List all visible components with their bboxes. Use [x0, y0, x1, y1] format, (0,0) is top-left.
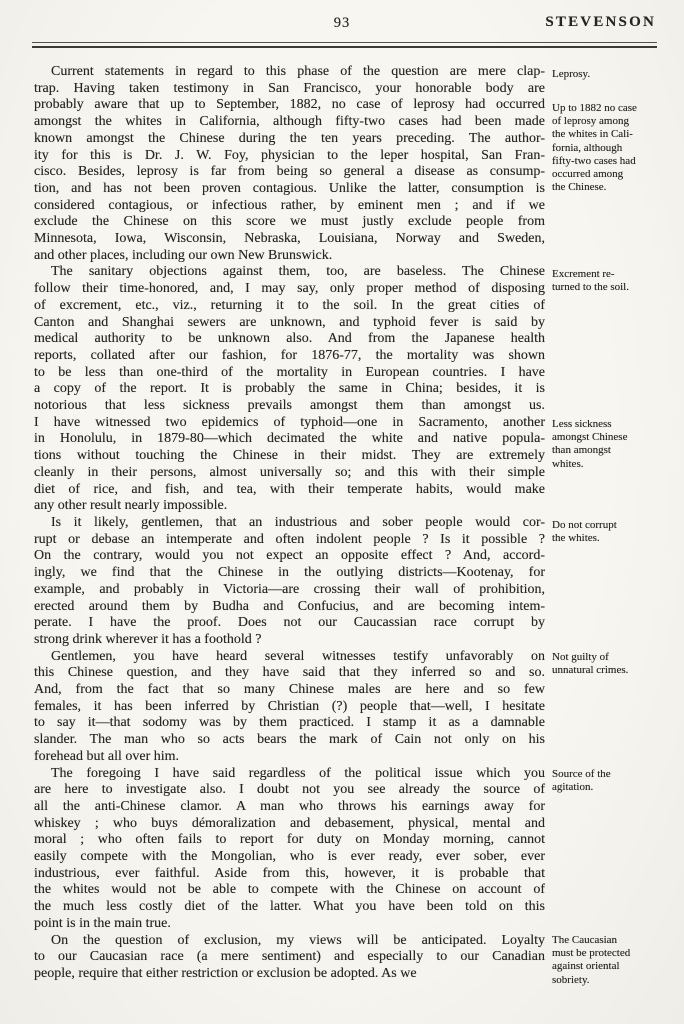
note-line: occurred among	[552, 168, 624, 181]
text-line: known amongst the Chinese during the ten years preceding. The author-	[34, 130, 545, 146]
text-line: example, and probably in Victoria—are crossing their wall of prohibition,	[34, 581, 545, 597]
text-line: Current statements in regard to this phase of the question are mere clap-	[51, 64, 545, 79]
paragraph	[34, 766, 545, 933]
text-line: this Chinese question, and they have said that they inferred so and so.	[34, 665, 545, 681]
note-line: turned to the soil.	[552, 281, 629, 294]
text-line: to say it—that sodomy was by them practiced. I stamp it as a damnable	[34, 715, 545, 731]
text-line: and other places, including our own New Brunswick.	[34, 247, 333, 263]
note-line: than amongst	[552, 444, 611, 457]
text-line: And, from the fact that so many Chinese males are here and so few	[34, 682, 545, 698]
text-line: point is in the main true.	[34, 915, 171, 931]
text-line: The foregoing I have said regardless of the political issue which you	[51, 765, 545, 781]
text-line: probably aware that up to September, 1882, no case of leprosy had occurred	[34, 97, 545, 113]
margin-note-source-agitation	[552, 768, 668, 794]
note-line: whites.	[552, 457, 584, 470]
note-line: agitation.	[552, 781, 594, 794]
header-rule-thin	[32, 42, 657, 43]
text-line: whiskey ; who buys démoralization and debasement, physical, mental and	[34, 815, 545, 831]
text-line: perate. I have the proof. Does not our Caucassian race corrupt by	[34, 615, 545, 631]
text-line: considered contagious, or infectious rather, by eminent men ; and if we	[34, 197, 545, 213]
margin-note-leprosy	[552, 68, 668, 81]
note-line: Leprosy.	[552, 68, 591, 80]
text-line: to our Caucasian race (a mere sentiment) and especially to our Canadian	[34, 949, 545, 965]
note-line: the whites.	[552, 532, 600, 545]
note-line: against oriental	[552, 960, 620, 973]
text-line: industrious, ever faithful. Aside from this, however, it is probable that	[34, 865, 545, 881]
margin-note-not-guilty	[552, 651, 668, 677]
text-line: Minnesota, Iowa, Wisconsin, Nebraska, Louisiana, Norway and Sweden,	[34, 231, 545, 247]
text-line: to be less than one-third of the mortality in European countries. I have	[34, 364, 545, 380]
note-line: Excrement re-	[552, 268, 615, 280]
text-line: The sanitary objections against them, too, are baseless. The Chinese	[51, 264, 545, 280]
text-line: ingly, we find that the Chinese in the outlying districts—Kootenay, for	[34, 565, 545, 581]
text-line: a copy of the report. It is probably the same in China; besides, it is	[34, 381, 545, 397]
paragraph	[34, 933, 545, 983]
paragraph	[34, 264, 545, 515]
text-line: moral ; who often fails to report for duty on Monday morning, cannot	[34, 832, 545, 848]
note-line: Source of the	[552, 768, 611, 780]
text-line: trap. Having taken testimony in San Francisco, your honorable body are	[34, 80, 545, 96]
margin-note-do-not-corrupt	[552, 519, 668, 545]
text-line: rupt or debase an intemperate and often indolent people ? Is it possible ?	[34, 531, 545, 547]
text-line: Is it likely, gentlemen, that an industrious and sober people would cor-	[51, 514, 545, 530]
text-line: Gentlemen, you have heard several witnesses testify unfavorably on	[51, 648, 545, 664]
paragraph	[34, 64, 545, 264]
note-line: must be protected	[552, 947, 631, 960]
text-line: erected around them by Budha and Confucius, and are becoming intem-	[34, 598, 545, 614]
note-line: The Caucasian	[552, 934, 618, 946]
text-line: tions without touching the Chinese in their midst. They are extremely	[34, 448, 545, 464]
text-line: Canton and Shanghai sewers are unknown, and typhoid fever is said by	[34, 314, 545, 330]
running-head: STEVENSON	[545, 14, 656, 30]
text-line: cisco. Besides, leprosy is far from being so general a disease as consump-	[34, 164, 545, 180]
text-line: ity for this is Dr. J. W. Foy, physician to the leper hospital, San Fran-	[34, 147, 545, 163]
text-line: On the question of exclusion, my views will be anticipated. Loyalty	[51, 932, 545, 948]
note-line: the Chinese.	[552, 181, 607, 194]
text-line: the whites would not be able to compete with the Chinese on account of	[34, 882, 545, 898]
paragraph	[34, 515, 545, 649]
text-line: amongst the whites in California, although fifty-two cases had been made	[34, 114, 545, 130]
page-number: 93	[333, 15, 351, 31]
text-line: people, require that either restriction or exclusion be adopted. As we	[34, 965, 417, 981]
text-line: slander. The man who so acts bears the mark of Cain not only on his	[34, 732, 545, 748]
paragraph	[34, 649, 545, 766]
text-line: cleanly in their persons, almost universally so; and this with their simple	[34, 464, 545, 480]
note-line: fifty-two cases had	[552, 154, 636, 167]
margin-note-excrement	[552, 268, 668, 294]
text-line: the much less costly diet of the latter. What you have been told on this	[34, 899, 545, 915]
margin-note-less-sickness	[552, 418, 668, 471]
text-line: are here to investigate also. I doubt not you see already the source of	[34, 782, 545, 798]
text-line: notorious that less sickness prevails amongst them than amongst us.	[34, 398, 545, 414]
text-line: reports, collated after our fashion, for 1876-77, the mortality was shown	[34, 347, 545, 363]
note-line: Not guilty of	[552, 651, 609, 663]
text-line: tion, and has not been proven contagious. Unlike the latter, consumption is	[34, 180, 545, 196]
note-line: amongst Chinese	[552, 431, 628, 444]
body-text	[34, 64, 545, 983]
text-line: females, it has been inferred by Christian (?) people that—well, I hesitate	[34, 698, 545, 714]
text-line: strong drink wherever it has a foothold ?	[34, 631, 262, 647]
note-line: fornia, although	[552, 141, 623, 154]
note-line: Up to 1882 no case	[552, 102, 637, 114]
text-line: exclude the Chinese on this score we must justly exclude people from	[34, 214, 545, 230]
text-line: forehead but all over him.	[34, 748, 180, 764]
text-line: On the contrary, would you not expect an opposite effect ? And, accord-	[34, 548, 545, 564]
note-line: Do not corrupt	[552, 519, 617, 531]
text-line: any other result nearly impossible.	[34, 498, 228, 514]
note-line: of leprosy among	[552, 115, 629, 128]
note-line: the whites in Cali-	[552, 128, 633, 141]
text-line: follow their time-honored, and, I may say, only proper method of disposing	[34, 281, 545, 297]
margin-note-leprosy-cases	[552, 102, 668, 194]
margin-note-caucasian-sobriety	[552, 934, 668, 987]
text-line: in Honolulu, in 1879-80—which decimated the white and native popula-	[34, 431, 545, 447]
header-rule-thick	[32, 46, 657, 48]
text-line: of excrement, etc., viz., returning it to the soil. In the great cities of	[34, 297, 545, 313]
note-line: unnatural crimes.	[552, 664, 629, 677]
text-line: I have witnessed two epidemics of typhoid—one in Sacramento, another	[34, 414, 545, 430]
text-line: easily compete with the Mongolian, who is ever ready, ever sober, ever	[34, 849, 545, 865]
note-line: Less sickness	[552, 418, 612, 430]
note-line: sobriety.	[552, 973, 590, 986]
text-line: all the anti-Chinese clamor. A man who throws his earnings away for	[34, 798, 545, 814]
text-line: medical authority to be unknown also. And from the Japanese health	[34, 331, 545, 347]
text-line: diet of rice, and fish, and tea, with their temperate habits, would make	[34, 481, 545, 497]
